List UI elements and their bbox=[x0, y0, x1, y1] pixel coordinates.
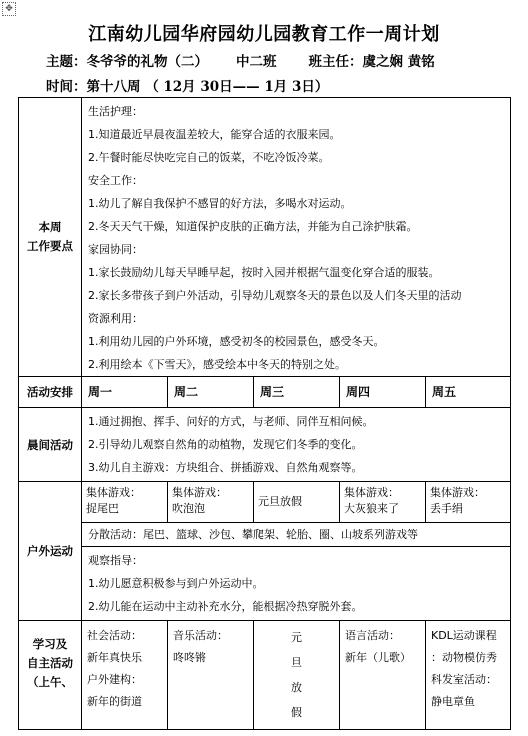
key-points-label: 本周 工作要点 bbox=[19, 98, 82, 377]
schedule-row bbox=[19, 377, 511, 408]
study-mon: 社会活动： 新年真快乐 户外建构： 新年的街道 bbox=[82, 621, 168, 730]
table-move-handle-icon[interactable]: ✥ bbox=[2, 2, 16, 16]
day-wednesday: 周三 bbox=[254, 377, 340, 408]
key-point-line: 2.利用绘本《下雪天》，感受绘本中冬天的特别之处。 bbox=[88, 358, 346, 371]
key-point-line: 1.家长鼓励幼儿每天早睡早起，按时入园并根据气温变化穿合适的服装。 bbox=[88, 266, 440, 279]
study-fri: KDL运动课程 ：动物模仿秀 科发室活动： 静电章鱼 bbox=[426, 621, 511, 730]
key-point-line: 家园协同： bbox=[88, 243, 143, 256]
day-tuesday: 周二 bbox=[168, 377, 254, 408]
outdoor-group: 分散活动：尾巴、篮球、沙包、攀爬架、轮胎、圈、山坡系列游戏等 bbox=[82, 523, 511, 547]
time-label: 时间： bbox=[46, 79, 87, 95]
teacher-names: 虞之娴 黄铭 bbox=[362, 54, 435, 70]
outdoor-observe: 观察指导： 1.幼儿愿意积极参与到户外运动中。 2.幼儿能在运动中主动补充水分，能根据冷热穿脱外套。 bbox=[82, 547, 511, 621]
key-points-content bbox=[82, 98, 511, 377]
outdoor-game-fri: 集体游戏： 丢手绢 bbox=[426, 482, 511, 523]
morning-line: 3.幼儿自主游戏：方块组合、拼插游戏、自然角观察等。 bbox=[88, 461, 363, 474]
morning-label: 晨间活动 bbox=[19, 408, 82, 482]
page-title: 江南幼儿园华府园幼儿园教育工作一周计划 bbox=[88, 24, 440, 45]
theme-value: 冬爷爷的礼物（二） bbox=[86, 54, 208, 70]
time-line bbox=[46, 75, 328, 95]
day-thursday: 周四 bbox=[340, 377, 426, 408]
key-points-row bbox=[19, 98, 511, 377]
key-point-line: 1.幼儿了解自我保护不感冒的好方法，多喝水对运动。 bbox=[88, 197, 352, 210]
key-point-line: 生活护理： bbox=[88, 105, 143, 118]
theme-label: 主题： bbox=[46, 54, 87, 70]
morning-line: 2.引导幼儿观察自然角的动植物，发现它们冬季的变化。 bbox=[88, 438, 363, 451]
key-point-line: 2.家长多带孩子到户外活动，引导幼儿观察冬天的景色以及人们冬天里的活动 bbox=[88, 289, 462, 302]
outdoor-group-row bbox=[19, 523, 511, 547]
time-value: 第十八周 （ 12月 30日—— 1月 3日） bbox=[86, 79, 329, 95]
study-tue: 音乐活动： 咚咚锵 bbox=[168, 621, 254, 730]
teacher-label: 班主任： bbox=[308, 54, 363, 70]
outdoor-game-mon: 集体游戏： 捉尾巴 bbox=[82, 482, 168, 523]
study-label: 学习及 自主活动 （上午、 bbox=[19, 621, 82, 730]
study-thu: 语言活动： 新年（儿歌） bbox=[340, 621, 426, 730]
outdoor-label: 户外运动 bbox=[19, 482, 82, 621]
study-wed: 元 旦 放 假 bbox=[254, 621, 340, 730]
key-point-line: 2.午餐时能尽快吃完自己的饭菜，不吃冷饭冷菜。 bbox=[88, 151, 330, 164]
theme-line bbox=[46, 50, 435, 70]
outdoor-observe-row bbox=[19, 547, 511, 621]
outdoor-games-row bbox=[19, 482, 511, 523]
class-name: 中二班 bbox=[236, 54, 277, 70]
key-point-line: 安全工作： bbox=[88, 174, 143, 187]
schedule-label: 活动安排 bbox=[19, 377, 82, 408]
key-point-line: 1.利用幼儿园的户外环境，感受初冬的校园景色，感受冬天。 bbox=[88, 335, 385, 348]
study-row bbox=[19, 621, 511, 730]
key-point-line: 资源利用： bbox=[88, 312, 143, 325]
outdoor-game-thu: 集体游戏： 大灰狼来了 bbox=[340, 482, 426, 523]
outdoor-game-wed: 元旦放假 bbox=[254, 482, 340, 523]
key-point-line: 2.冬天天气干燥，知道保护皮肤的正确方法，并能为自己涂护肤霜。 bbox=[88, 220, 418, 233]
outdoor-game-tue: 集体游戏： 吹泡泡 bbox=[168, 482, 254, 523]
day-friday: 周五 bbox=[426, 377, 511, 408]
morning-line: 1.通过拥抱、挥手、问好的方式，与老师、同伴互相问候。 bbox=[88, 415, 374, 428]
weekly-plan-table bbox=[18, 97, 511, 730]
key-point-line: 1.知道最近早晨夜温差较大，能穿合适的衣服来园。 bbox=[88, 128, 341, 141]
day-monday: 周一 bbox=[82, 377, 168, 408]
morning-row bbox=[19, 408, 511, 482]
morning-content bbox=[82, 408, 511, 482]
